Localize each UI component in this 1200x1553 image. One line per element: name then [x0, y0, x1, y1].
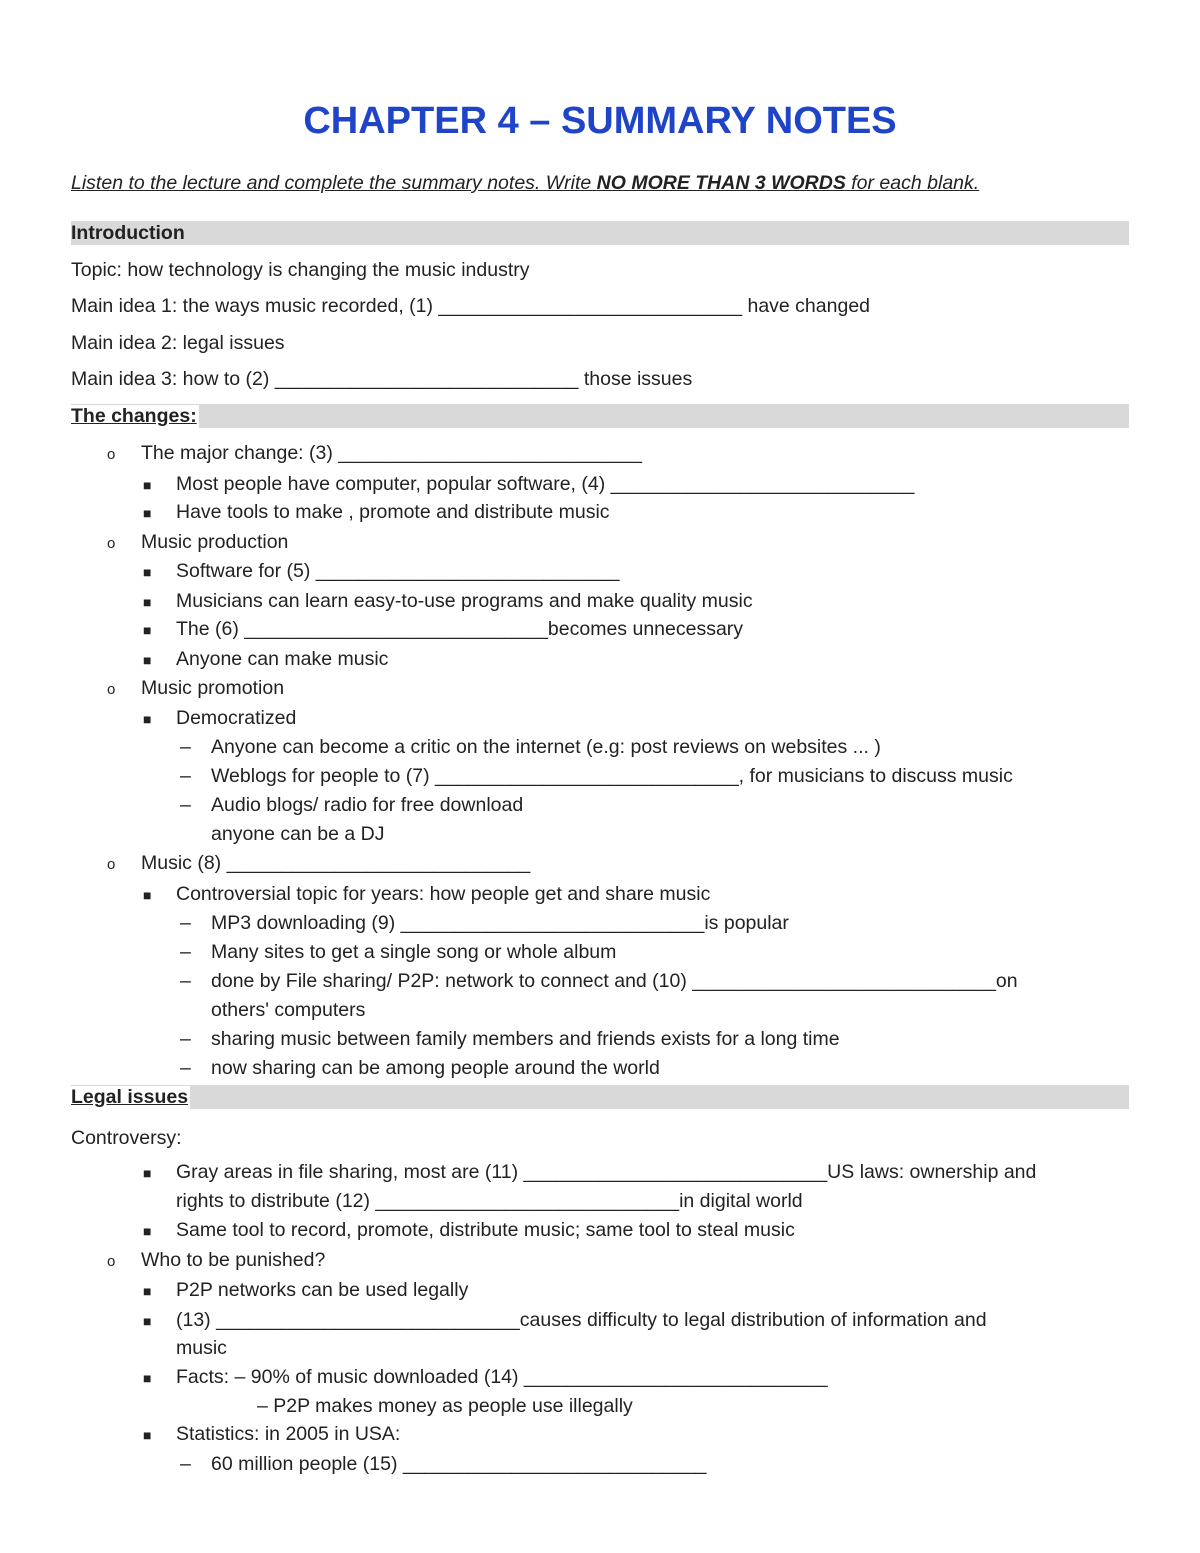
instructions: Listen to the lecture and complete the summary notes. Write NO MORE THAN 3 WORDS for each blank. — [71, 172, 980, 194]
circle-bullet-icon: o — [107, 681, 116, 698]
dash-bullet-icon: – — [180, 1028, 191, 1050]
list-item: others' computers — [211, 999, 366, 1021]
list-item: Statistics: in 2005 in USA: — [176, 1423, 401, 1445]
dash-bullet-icon: – — [180, 1453, 191, 1475]
circle-bullet-icon: o — [107, 1253, 116, 1270]
intro-line: Topic: how technology is changing the music industry — [71, 259, 530, 281]
list-item: done by File sharing/ P2P: network to connect and (10) ____________________________on — [211, 970, 1018, 992]
list-item: Music (8) ____________________________ — [141, 852, 531, 874]
list-item: anyone can be a DJ — [211, 823, 385, 845]
square-bullet-icon: ■ — [143, 1283, 152, 1299]
dash-bullet-icon: – — [180, 970, 191, 992]
section-heading-introduction: Introduction — [71, 222, 185, 244]
list-item: Weblogs for people to (7) ____________________________, for musicians to discuss music — [211, 765, 1013, 787]
section-heading-changes: The changes: — [71, 405, 197, 427]
list-item: (13) ____________________________causes difficulty to legal distribution of information and — [176, 1309, 987, 1331]
list-item: sharing music between family members and friends exists for a long time — [211, 1028, 840, 1050]
intro-line: Main idea 2: legal issues — [71, 332, 285, 354]
section-band-changes — [71, 404, 1129, 428]
list-item: Anyone can become a critic on the internet (e.g: post reviews on websites ... ) — [211, 736, 881, 758]
list-item: Musicians can learn easy-to-use programs and make quality music — [176, 590, 753, 612]
list-item: Audio blogs/ radio for free download — [211, 794, 524, 816]
list-item: The (6) ____________________________becomes unnecessary — [176, 618, 744, 640]
list-item: The major change: (3) ____________________________ — [141, 442, 642, 464]
intro-line: Main idea 1: the ways music recorded, (1) ____________________________ have changed — [71, 295, 871, 317]
dash-bullet-icon: – — [180, 765, 191, 787]
list-item: Music production — [141, 531, 289, 553]
square-bullet-icon: ■ — [143, 1427, 152, 1443]
square-bullet-icon: ■ — [143, 564, 152, 580]
square-bullet-icon: ■ — [143, 594, 152, 610]
list-item: music — [176, 1337, 227, 1359]
square-bullet-icon: ■ — [143, 477, 152, 493]
list-item: Software for (5) ____________________________ — [176, 560, 620, 582]
list-item: MP3 downloading (9) ____________________________is popular — [211, 912, 789, 934]
dash-bullet-icon: – — [180, 794, 191, 816]
square-bullet-icon: ■ — [143, 1370, 152, 1386]
square-bullet-icon: ■ — [143, 1165, 152, 1181]
square-bullet-icon: ■ — [143, 1223, 152, 1239]
page-title: CHAPTER 4 – SUMMARY NOTES — [303, 100, 897, 142]
list-item: Music promotion — [141, 677, 285, 699]
dash-bullet-icon: – — [180, 1057, 191, 1079]
list-item: Controversy: — [71, 1127, 182, 1149]
list-item: – P2P makes money as people use illegally — [257, 1395, 633, 1417]
list-item: Many sites to get a single song or whole album — [211, 941, 617, 963]
square-bullet-icon: ■ — [143, 505, 152, 521]
list-item: Gray areas in file sharing, most are (11) ____________________________US laws: ownership and — [176, 1161, 1037, 1183]
list-item: Most people have computer, popular software, (4) ____________________________ — [176, 473, 915, 495]
square-bullet-icon: ■ — [143, 1313, 152, 1329]
section-band-introduction — [71, 221, 1129, 245]
list-item: rights to distribute (12) ____________________________in digital world — [176, 1190, 803, 1212]
list-item: Who to be punished? — [141, 1249, 326, 1271]
circle-bullet-icon: o — [107, 446, 116, 463]
intro-line: Main idea 3: how to (2) ____________________________ those issues — [71, 368, 693, 390]
list-item: Facts: – 90% of music downloaded (14) ____________________________ — [176, 1366, 828, 1388]
dash-bullet-icon: – — [180, 912, 191, 934]
square-bullet-icon: ■ — [143, 711, 152, 727]
dash-bullet-icon: – — [180, 736, 191, 758]
list-item: Democratized — [176, 707, 297, 729]
list-item: Anyone can make music — [176, 648, 389, 670]
section-heading-legal: Legal issues — [71, 1086, 189, 1108]
list-item: Same tool to record, promote, distribute music; same tool to steal music — [176, 1219, 795, 1241]
list-item: Have tools to make , promote and distribute music — [176, 501, 610, 523]
list-item: 60 million people (15) ____________________________ — [211, 1453, 707, 1475]
list-item: P2P networks can be used legally — [176, 1279, 469, 1301]
circle-bullet-icon: o — [107, 856, 116, 873]
dash-bullet-icon: – — [180, 941, 191, 963]
circle-bullet-icon: o — [107, 535, 116, 552]
section-band-legal — [71, 1085, 1129, 1109]
square-bullet-icon: ■ — [143, 887, 152, 903]
list-item: Controversial topic for years: how people get and share music — [176, 883, 711, 905]
square-bullet-icon: ■ — [143, 652, 152, 668]
square-bullet-icon: ■ — [143, 622, 152, 638]
list-item: now sharing can be among people around the world — [211, 1057, 660, 1079]
